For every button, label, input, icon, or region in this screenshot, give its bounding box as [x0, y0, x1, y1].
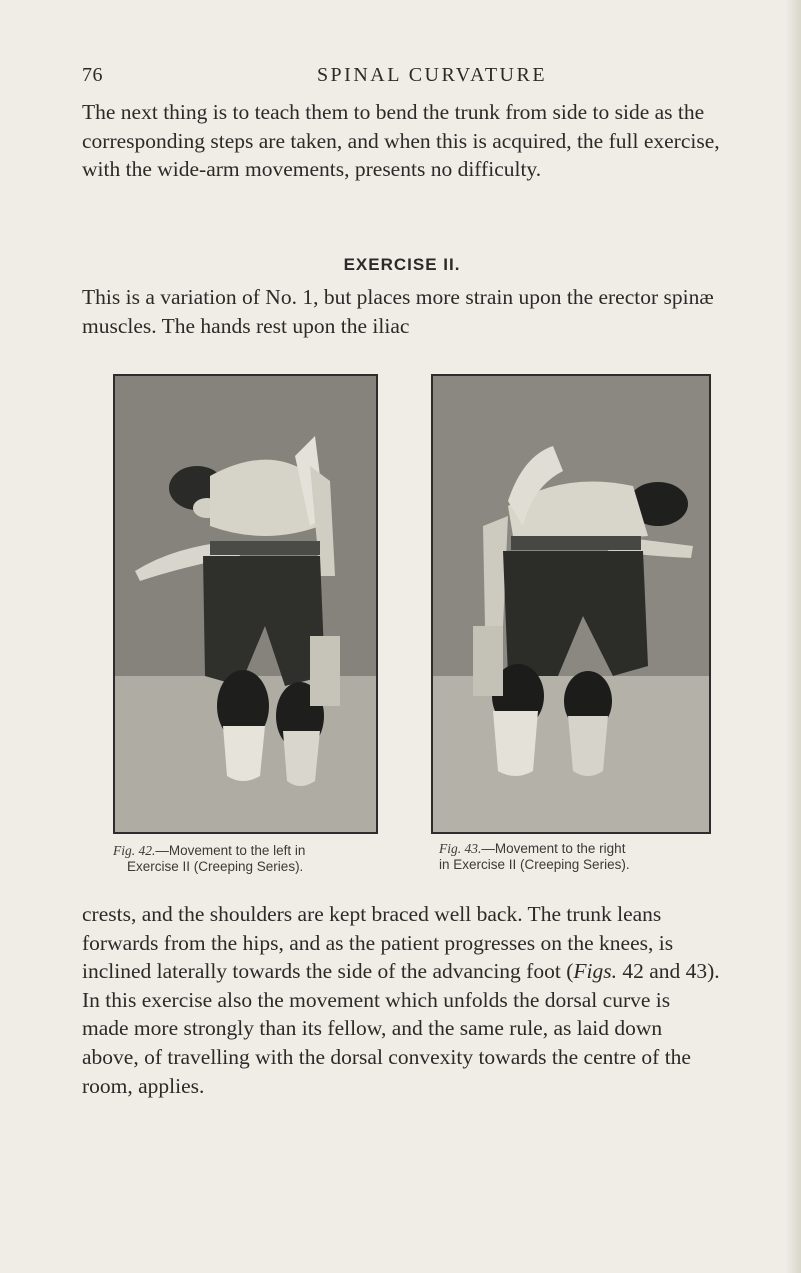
figure-43-illustration: [433, 376, 709, 832]
figure-43-caption-line-2: in Exercise II (Creeping Series).: [439, 857, 630, 872]
figure-42-photo: [113, 374, 378, 834]
figure-42-caption: [113, 843, 393, 875]
page-edge-shadow: [785, 0, 801, 1273]
page-number: 76: [82, 64, 103, 86]
section-heading: EXERCISE II.: [343, 255, 461, 274]
paragraph-continuation-part-2: 42 and 43). In this exercise also the movement which unfolds the dorsal curve is made more strongly than its fellow, and the same rule, as laid down above, of travelling with the dorsal convexity towards the centre of the room, applies.: [82, 959, 720, 1098]
page-header: [82, 64, 741, 90]
running-head: SPINAL CURVATURE: [316, 64, 548, 86]
paragraph-exercise-description: This is a variation of No. 1, but places more strain upon the erector spinæ muscles. The hands rest upon the iliac: [82, 285, 714, 338]
figures-reference: Figs.: [573, 959, 617, 984]
figure-43-label: Fig. 43.: [439, 841, 482, 856]
figure-43-caption: [439, 841, 729, 873]
figure-42-illustration: [115, 376, 376, 832]
figure-43-caption-line-1: —Movement to the right: [481, 841, 626, 856]
paragraph-continuation-part-1: crests, and the shoulders are kept braced well back. The trunk leans forwards from the hips, and as the patient progresses on the knees, is inclined laterally towards the side of the advancing foot (: [82, 902, 674, 984]
figure-42-caption-line-2: Exercise II (Creeping Series).: [127, 859, 304, 874]
paragraph-continuation: [82, 900, 722, 1100]
figure-42-label: Fig. 42.: [113, 843, 156, 858]
figure-42-caption-line-1: —Movement to the left in: [155, 843, 306, 858]
paragraph-intro: The next thing is to teach them to bend the trunk from side to side as the corresponding steps are taken, and when this is acquired, the full exercise, with the wide-arm movements, presents no difficulty.: [82, 100, 720, 181]
figure-43-photo: [431, 374, 711, 834]
